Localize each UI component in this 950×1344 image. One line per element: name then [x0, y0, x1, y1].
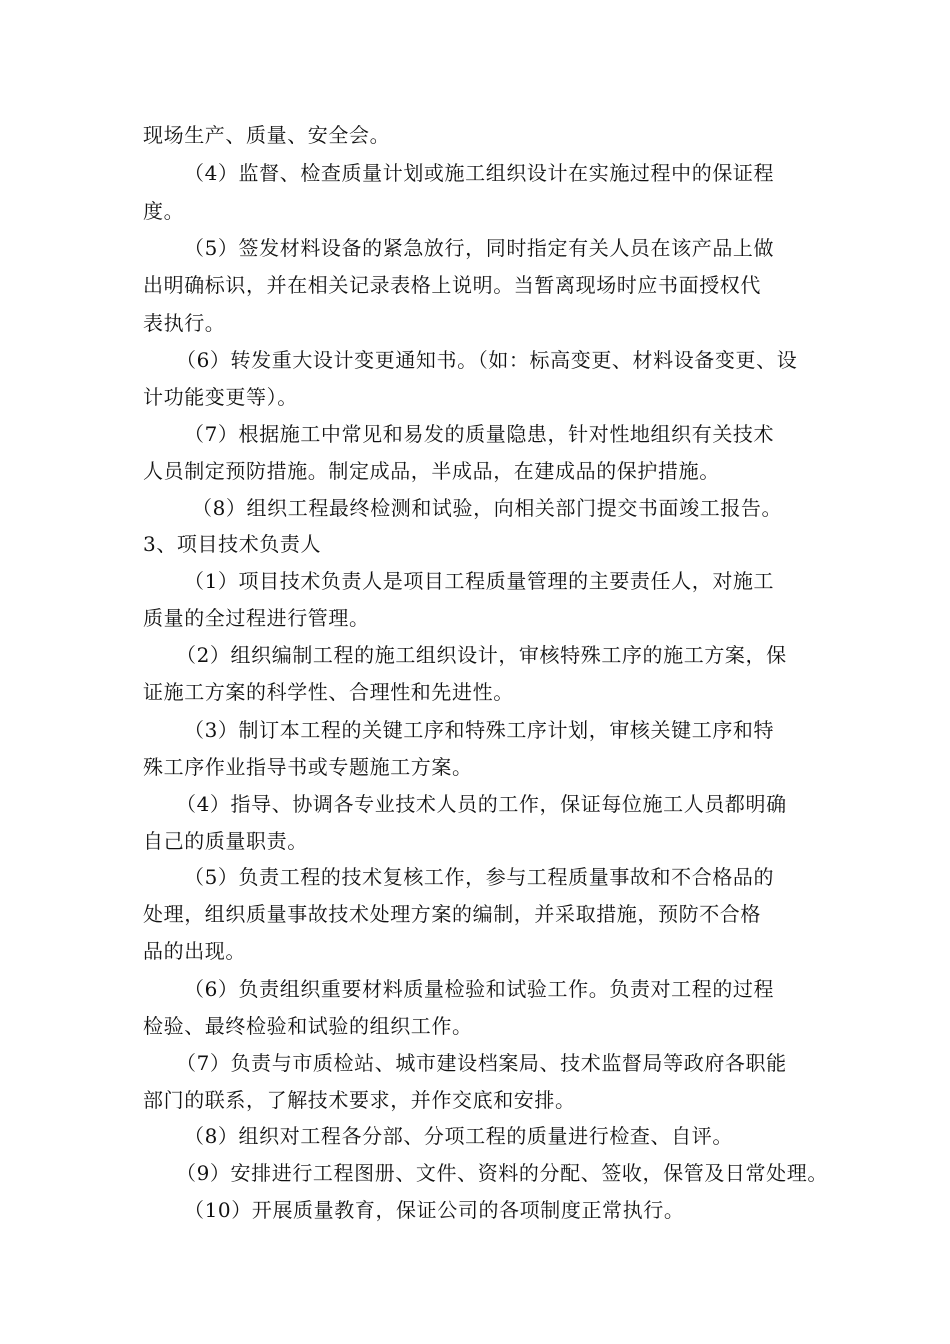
- text-line: （8）组织对工程各分部、分项工程的质量进行检查、自评。: [184, 1124, 733, 1148]
- text-line: 计功能变更等）。: [143, 385, 298, 409]
- text-line: （6）转发重大设计变更通知书。（如：标高变更、材料设备变更、设: [176, 348, 798, 372]
- text-line: 殊工序作业指导书或专题施工方案。: [143, 755, 473, 779]
- text-line: （10）开展质量教育，保证公司的各项制度正常执行。: [184, 1198, 685, 1222]
- text-line: 证施工方案的科学性、合理性和先进性。: [143, 680, 514, 704]
- text-line: 部门的联系，了解技术要求，并作交底和安排。: [143, 1088, 576, 1112]
- text-line: （1）项目技术负责人是项目工程质量管理的主要责任人，对施工: [184, 569, 775, 593]
- text-line: （4）监督、检查质量计划或施工组织设计在实施过程中的保证程: [184, 161, 775, 185]
- text-line: （3）制订本工程的关键工序和特殊工序计划，审核关键工序和特: [184, 718, 775, 742]
- text-line: （5）负责工程的技术复核工作，参与工程质量事故和不合格品的: [184, 865, 775, 889]
- text-line: （7）负责与市质检站、城市建设档案局、技术监督局等政府各职能: [176, 1051, 787, 1075]
- text-line: （7）根据施工中常见和易发的质量隐患，针对性地组织有关技术: [184, 422, 775, 446]
- text-line: 表执行。: [143, 311, 226, 335]
- text-line: 现场生产、质量、安全会。: [143, 123, 391, 147]
- text-line: 人员制定预防措施。制定成品，半成品，在建成品的保护措施。: [143, 459, 720, 483]
- text-line: （8）组织工程最终检测和试验，向相关部门提交书面竣工报告。: [192, 496, 783, 520]
- text-line: （6）负责组织重要材料质量检验和试验工作。负责对工程的过程: [184, 977, 775, 1001]
- text-line: 出明确标识，并在相关记录表格上说明。当暂离现场时应书面授权代: [143, 273, 761, 297]
- text-line: 处理，组织质量事故技术处理方案的编制，并采取措施，预防不合格: [143, 902, 761, 926]
- section-heading: 3、项目技术负责人: [143, 532, 322, 556]
- text-line: 质量的全过程进行管理。: [143, 606, 370, 630]
- text-line: 检验、最终检验和试验的组织工作。: [143, 1014, 473, 1038]
- text-line: 度。: [143, 199, 185, 223]
- text-line: （9）安排进行工程图册、文件、资料的分配、签收，保管及日常处理。: [176, 1161, 828, 1185]
- text-line: 品的出现。: [143, 939, 246, 963]
- text-line: （2）组织编制工程的施工组织设计，审核特殊工序的施工方案，保: [176, 643, 787, 667]
- text-line: （4）指导、协调各专业技术人员的工作，保证每位施工人员都明确: [176, 792, 787, 816]
- text-line: 自己的质量职责。: [143, 829, 308, 853]
- text-line: （5）签发材料设备的紧急放行，同时指定有关人员在该产品上做: [184, 236, 775, 260]
